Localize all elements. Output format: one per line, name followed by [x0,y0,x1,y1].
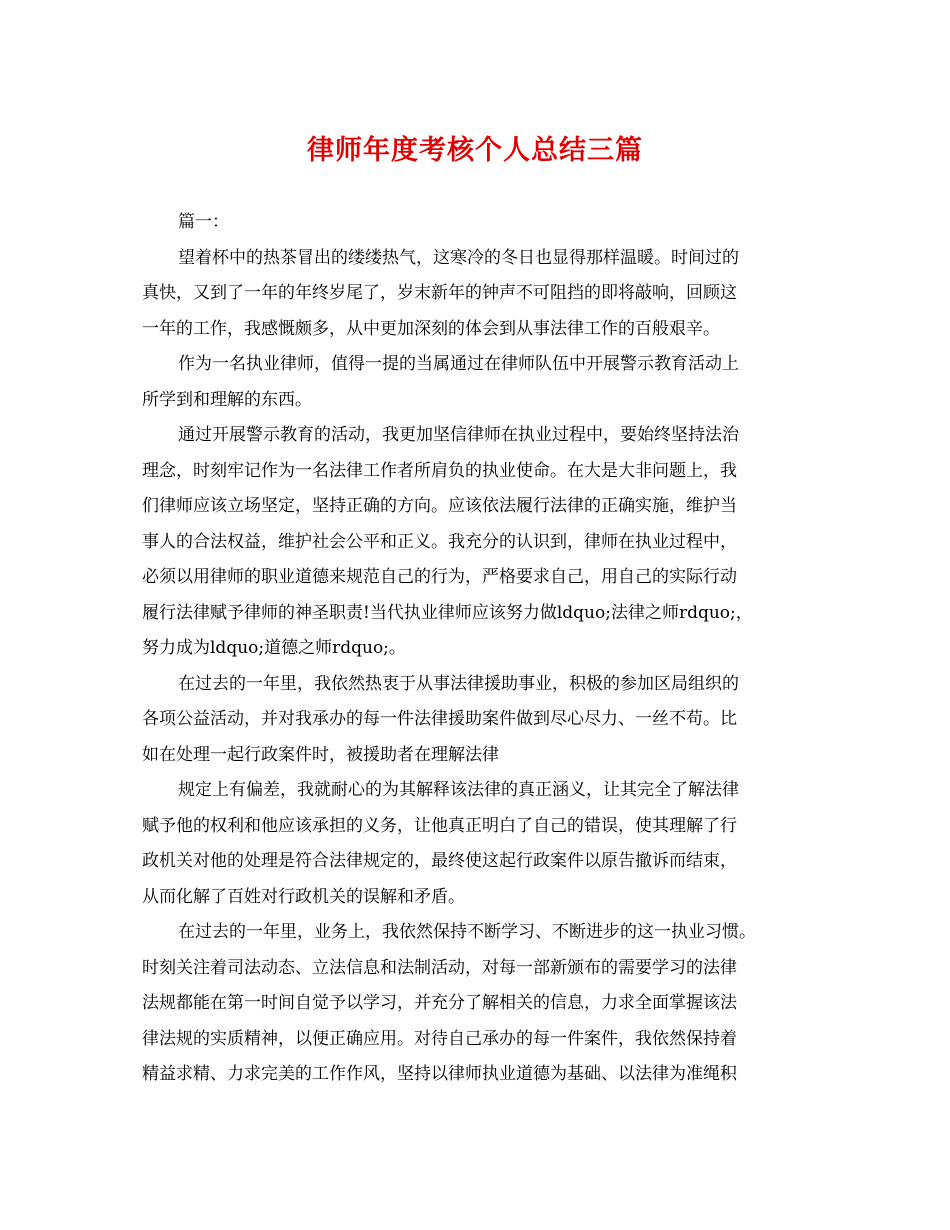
text-line: 事人的合法权益，维护社会公平和正义。我充分的认识到，律师在执业过程中， [142,531,737,552]
text-line: 从而化解了百姓对行政机关的误解和矛盾。 [142,886,465,907]
text-line: 规定上有偏差，我就耐心的为其解释该法律的真正涵义，让其完全了解法律 [178,780,739,800]
text-line: 履行法律赋予律师的神圣职责!当代执业律师应该努力做ldquo;法律之师rdquo;， [142,602,753,623]
text-line: 所学到和理解的东西。 [142,389,312,410]
text-line: 作为一名执业律师，值得一提的当属通过在律师队伍中开展警示教育活动上 [178,354,739,374]
text-line: 努力成为ldquo;道德之师rdquo;。 [142,638,406,658]
text-line: 在过去的一年里，业务上，我依然保持不断学习、不断进步的这一执业习惯。 [178,922,756,942]
text-line: 通过开展警示教育的活动，我更加坚信律师在执业过程中，要始终坚持法治 [178,425,739,445]
text-line: 望着杯中的热茶冒出的缕缕热气，这寒冷的冬日也显得那样温暖。时间过的 [178,247,739,268]
text-line: 理念，时刻牢记作为一名法律工作者所肩负的执业使命。在大是大非问题上，我 [142,460,737,481]
text-line: 各项公益活动，并对我承办的每一件法律援助案件做到尽心尽力、一丝不苟。比 [142,709,737,729]
text-line: 精益求精、力求完美的工作作风，坚持以律师执业道德为基础、以法律为准绳积 [142,1064,737,1084]
text-line: 如在处理一起行政案件时，被援助者在理解法律 [142,744,499,765]
text-line: 政机关对他的处理是符合法律规定的，最终使这起行政案件以原告撤诉而结束， [142,851,737,871]
text-line: 必须以用律师的职业道德来规范自己的行为，严格要求自己，用自己的实际行动 [142,567,737,587]
text-line: 们律师应该立场坚定，坚持正确的方向。应该依法履行法律的正确实施，维护当 [142,496,737,516]
text-line: 时刻关注着司法动态、立法信息和法制活动，对每一部新颁布的需要学习的法律 [142,957,737,978]
text-line: 篇一： [178,212,229,232]
text-line: 律法规的实质精神，以便正确应用。对待自己承办的每一件案件，我依然保持着 [142,1028,737,1049]
document-title: 律师年度考核个人总结三篇 [307,135,643,166]
text-line: 真快，又到了一年的年终岁尾了，岁末新年的钟声不可阻挡的即将敲响，回顾这 [142,283,737,303]
document-body [142,205,810,1093]
text-line: 赋予他的权利和他应该承担的义务，让他真正明白了自己的错误，使其理解了行 [142,815,737,836]
text-line: 在过去的一年里，我依然热衷于从事法律援助事业，积极的参加区局组织的 [178,673,739,694]
text-line: 一年的工作，我感慨颇多，从中更加深刻的体会到从事法律工作的百般艰辛。 [142,318,720,339]
text-line: 法规都能在第一时间自觉予以学习，并充分了解相关的信息，力求全面掌握该法 [142,993,737,1013]
